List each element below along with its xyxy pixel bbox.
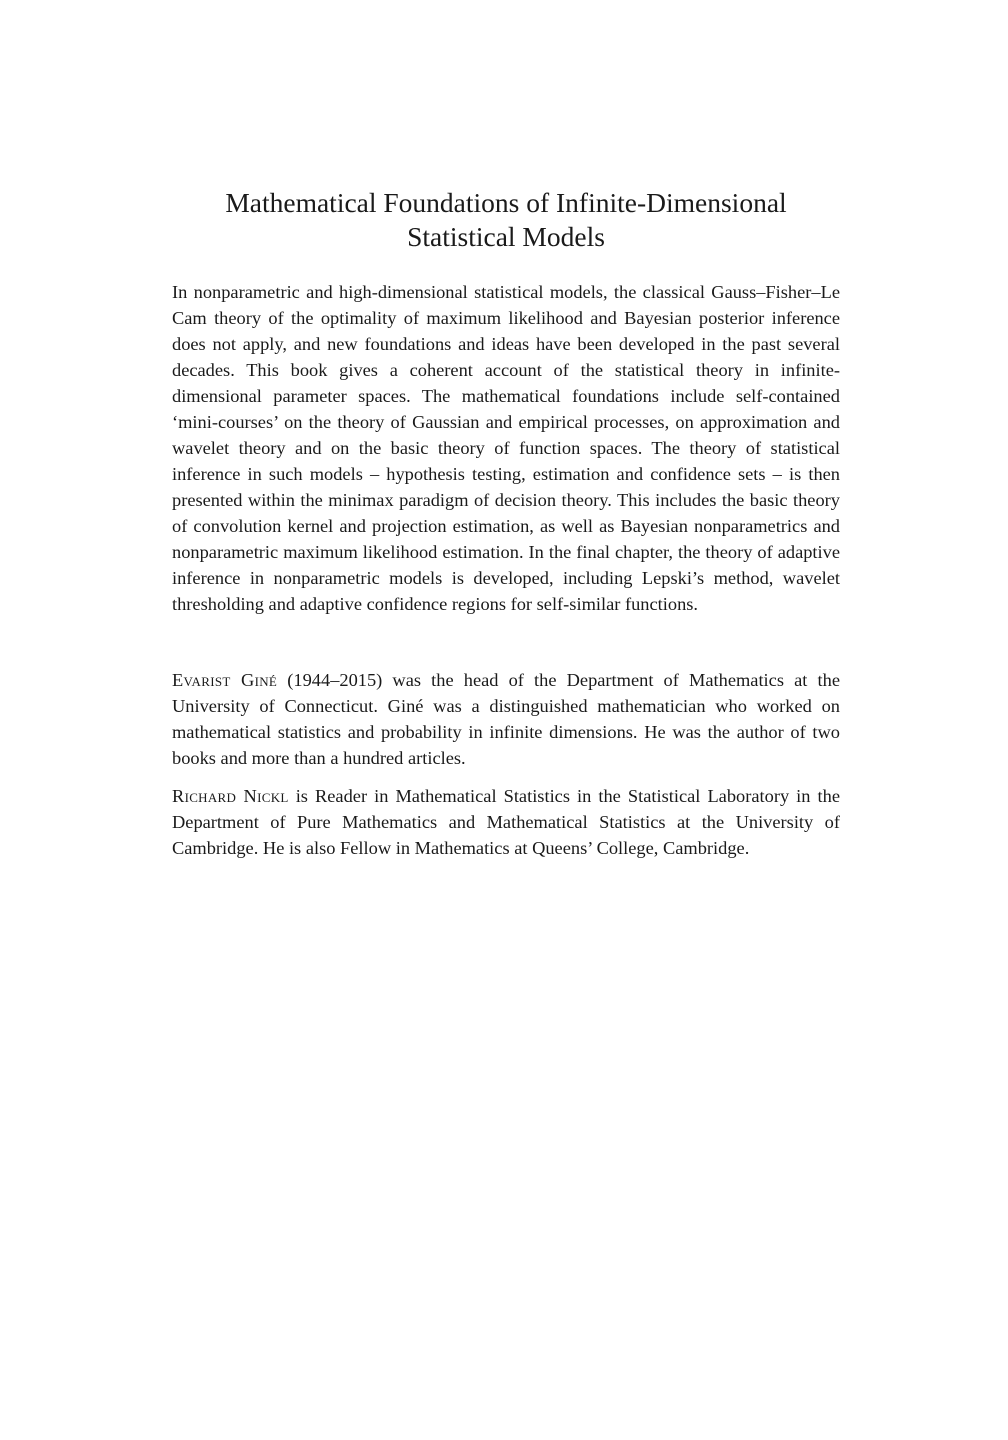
author-name-nickl: Richard Nickl [172,786,289,806]
author-bio-nickl [172,783,840,861]
author-bio-text-gine: (1944–2015) was the head of the Department of Mathematics at the University of Connecticut. Giné was a distinguished mathematician who worked on mathematical statistics and probability in infinite dimensions. He was the author of two books and more than a hundred articles. [172,670,840,768]
author-bio-gine [172,667,840,771]
book-description: In nonparametric and high-dimensional statistical models, the classical Gauss–Fisher–Le Cam theory of the optimality of maximum likelihood and Bayesian posterior inference does not apply, and new foundations and ideas have been developed in the past several decades. This book gives a coherent account of the statistical theory in infinite-dimensional parameter spaces. The mathematical foundations include self-contained ‘mini-courses’ on the theory of Gaussian and empirical processes, on approximation and wavelet theory and on the basic theory of function spaces. The theory of statistical inference in such models – hypothesis testing, estimation and confidence sets – is then presented within the minimax paradigm of decision theory. This includes the basic theory of convolution kernel and projection estimation, as well as Bayesian nonparametrics and nonparametric maximum likelihood estimation. In the final chapter, the theory of adaptive inference in nonparametric models is developed, including Lepski’s method, wavelet thresholding and adaptive confidence regions for self-similar functions. [172,282,840,614]
book-title-line-2: Statistical Models [407,221,605,252]
book-title [172,186,840,254]
author-name-gine: Evarist Giné [172,670,278,690]
author-bio-text-nickl: is Reader in Mathematical Statistics in the Statistical Laboratory in the Department of Pure Mathematics and Mathematical Statistics at the University of Cambridge. He is also Fellow in Mathematics at Queens’ College, Cambridge. [172,786,840,858]
book-title-line-1: Mathematical Foundations of Infinite-Dimensional [225,187,787,218]
